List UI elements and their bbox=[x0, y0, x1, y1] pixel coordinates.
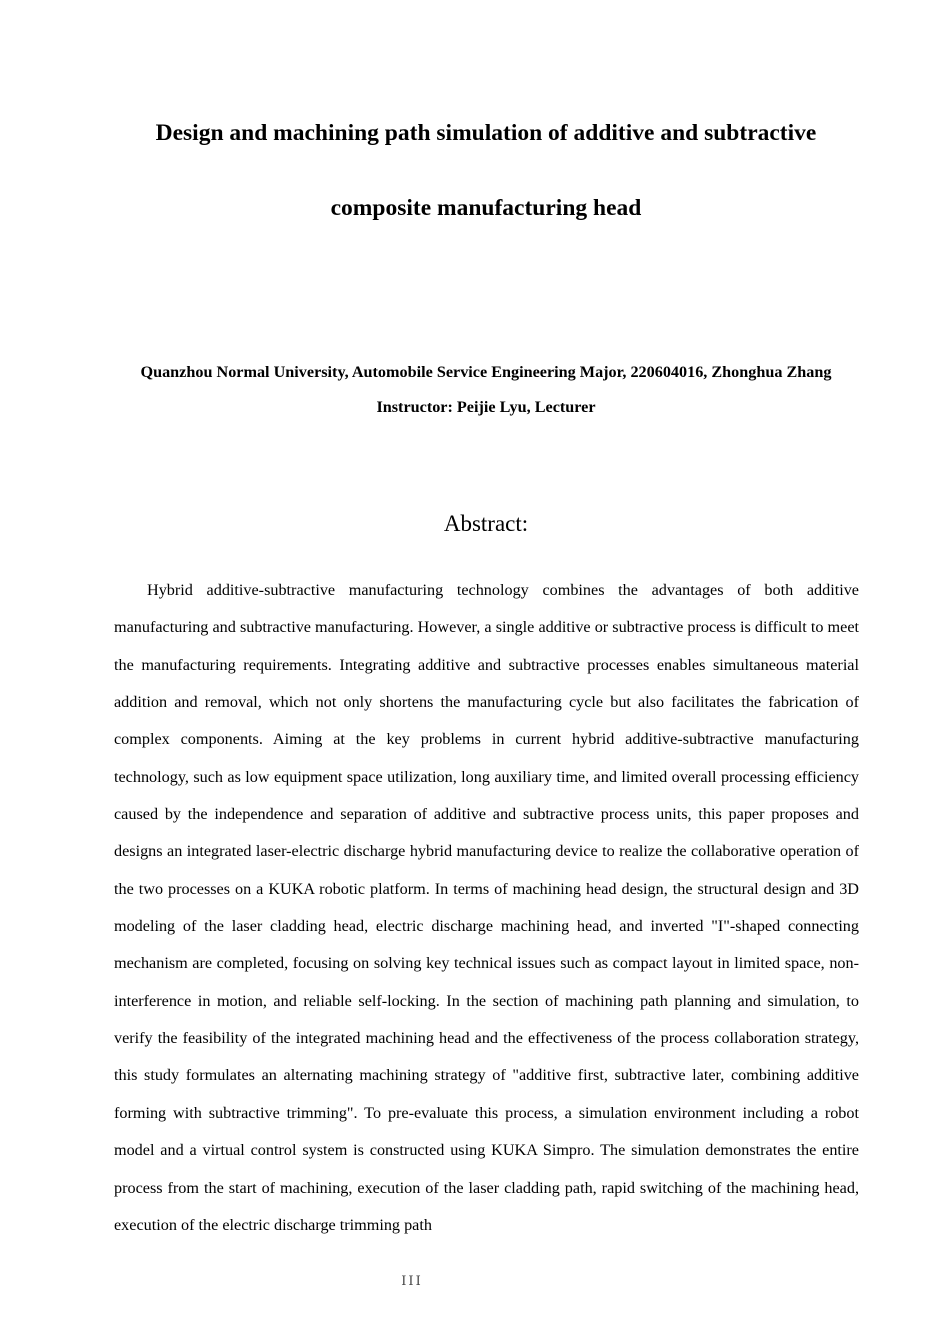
page-number: III bbox=[401, 1274, 423, 1289]
paper-title-line-2: composite manufacturing head bbox=[330, 195, 642, 221]
paper-title-line-1: Design and machining path simulation of additive and subtractive bbox=[155, 120, 817, 146]
instructor-line: Instructor: Peijie Lyu, Lecturer bbox=[376, 398, 596, 416]
paper-title bbox=[100, 96, 872, 246]
abstract-heading: Abstract: bbox=[443, 511, 529, 536]
author-affiliation: Quanzhou Normal University, Automobile Service Engineering Major, 220604016, Zhonghua Zhang bbox=[140, 363, 832, 381]
abstract-body: Hybrid additive-subtractive manufacturing technology combines the advantages of both additive manufacturing and subtractive manufacturing. However, a single additive or subtractive process is difficult to meet the manufacturing requirements. Integrating additive and subtractive processes enables simultaneous material addition and removal, which not only shortens the manufacturing cycle but also facilitates the fabrication of complex components. Aiming at the key problems in current hybrid additive-subtractive manufacturing technology, such as low equipment space utilization, long auxiliary time, and limited overall processing efficiency caused by the independence and separation of additive and subtractive process units, this paper proposes and designs an integrated laser-electric discharge hybrid manufacturing device to realize the collaborative operation of the two processes on a KUKA robotic platform. In terms of machining head design, the structural design and 3D modeling of the laser cladding head, electric discharge machining head, and inverted "I"-shaped connecting mechanism are completed, focusing on solving key technical issues such as compact layout in limited space, non-interference in motion, and reliable self-locking. In the section of machining path planning and simulation, to verify the feasibility of the integrated machining head and the effectiveness of the process collaboration strategy, this study formulates an alternating machining strategy of "additive first, subtractive later, combining additive forming with subtractive trimming". To pre-evaluate this process, a simulation environment including a robot model and a virtual control system is constructed using KUKA Simpro. The simulation demonstrates the entire process from the start of machining, execution of the laser cladding path, rapid switching of the machining head, execution of the electric discharge trimming path bbox=[114, 581, 859, 1234]
author-block bbox=[100, 355, 872, 425]
